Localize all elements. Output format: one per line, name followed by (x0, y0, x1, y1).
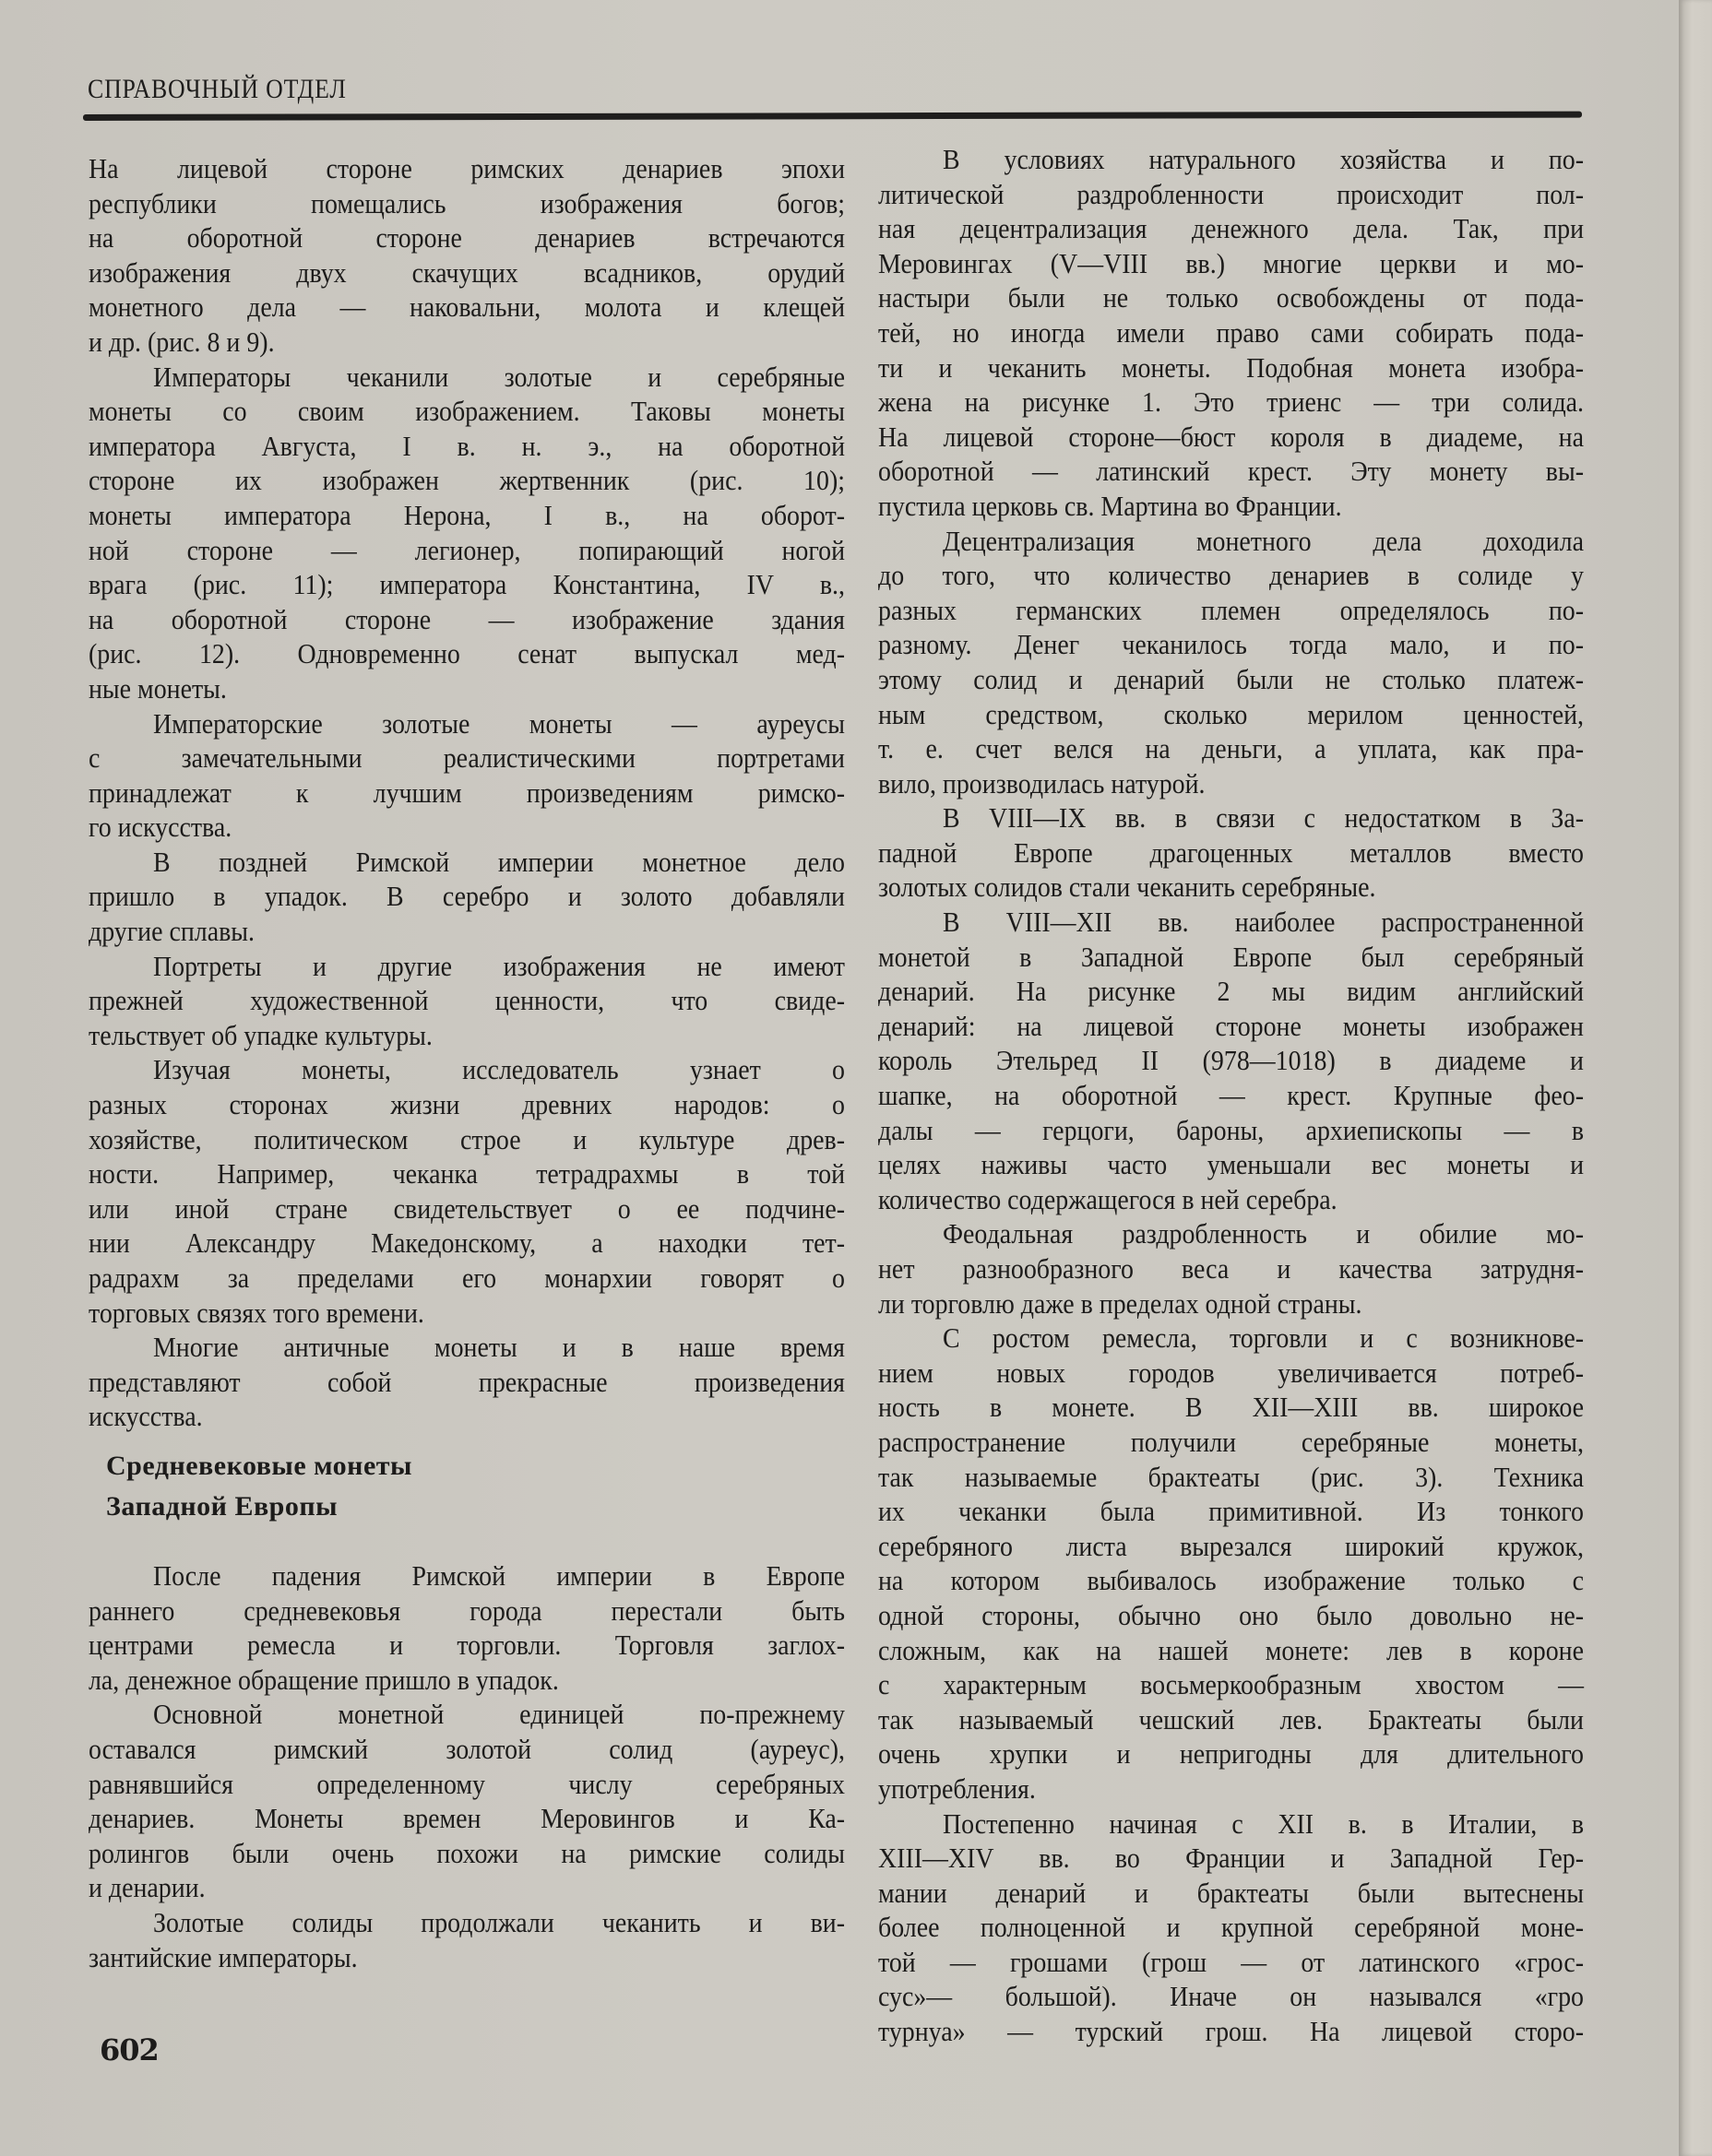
left-column-bottom (89, 1558, 845, 1974)
text-line: сложным, как на нашей монете: лев в короне (878, 1633, 1584, 1666)
text-line: В поздней Римской империи монетное дело (153, 845, 845, 878)
paragraph (878, 524, 1584, 801)
text-line: Децентрализация монетного дела доходила (943, 524, 1584, 557)
text-line: врага (рис. 11); императора Константина, IV в., (89, 568, 845, 601)
text-line: После падения Римской империи в Европе (153, 1559, 846, 1592)
text-line: (рис. 12). Одновременно сенат выпускал мед- (89, 637, 845, 670)
text-line: В VIII—IX вв. в связи с недостатком в За- (943, 801, 1585, 835)
text-line: турнуа» — турский грош. На лицевой сторо- (878, 2015, 1584, 2048)
text-line: с замечательными реалистическими портретами (89, 741, 845, 775)
text-line: нии Александру Македонскому, а находки тет- (89, 1226, 846, 1260)
text-line: количество содержащегося в ней серебра. (878, 1182, 1338, 1215)
text-line: Императорские золотые монеты — ауреусы (153, 706, 845, 740)
text-line: зантийские императоры. (89, 1940, 358, 1973)
text-line: денарий. На рисунке 2 мы видим английский (878, 975, 1584, 1008)
paragraph (89, 1330, 845, 1434)
text-line: Золотые солиды продолжали чеканить и ви- (153, 1905, 846, 1938)
running-head: СПРАВОЧНЫЙ ОТДЕЛ (88, 74, 347, 104)
text-line: литической раздробленности происходит пол- (878, 177, 1584, 210)
text-line: разному. Денег чеканилось тогда мало, и по- (878, 628, 1584, 661)
paragraph (89, 360, 845, 706)
text-line: так называемый чешский лев. Брактеаты были (878, 1702, 1584, 1735)
text-line: радрахм за пределами его монархии говорят о (89, 1262, 846, 1294)
text-line: прежней художественной ценности, что свиде- (89, 984, 845, 1017)
text-line: вило, производилась натурой. (878, 766, 1206, 800)
text-line: настыри были не только освобождены от пода- (878, 281, 1584, 314)
paragraph (878, 1321, 1584, 1806)
text-line: Императоры чеканили золотые и серебряные (153, 360, 845, 393)
text-line: искусства. (89, 1400, 203, 1433)
text-line: ные монеты. (89, 671, 227, 705)
text-line: го искусства. (89, 811, 232, 844)
text-line: ная децентрализация денежного дела. Так, при (878, 212, 1584, 245)
text-line: сус»— большой). Иначе он назывался «гро (878, 1980, 1584, 2013)
paragraph (89, 1905, 845, 1974)
paragraph (89, 706, 845, 845)
text-line: ным средством, сколько мерилом ценностей, (878, 697, 1584, 730)
text-line: монетного дела — наковальни, молота и клещей (89, 290, 845, 324)
section-heading-line-2: Западной Европы (106, 1491, 339, 1522)
text-line: представляют собой прекрасные произведения (89, 1365, 845, 1398)
text-line: На лицевой стороне—бюст короля в диадеме, на (878, 420, 1584, 453)
text-line: далы — герцоги, бароны, архиепископы — в (878, 1113, 1584, 1146)
text-line: ти и чеканить монеты. Подобная монета изобра- (878, 350, 1584, 384)
text-line: монеты императора Нерона, I в., на оборот- (89, 498, 845, 531)
paragraph (89, 845, 845, 949)
text-line: пустила церковь св. Мартина во Франции. (878, 489, 1342, 522)
text-line: тельствует об упадке культуры. (89, 1018, 433, 1051)
text-line: шапке, на оборотной — крест. Крупные фео- (878, 1079, 1584, 1112)
text-line: на оборотной стороне — изображение здания (89, 602, 845, 635)
text-line: распространение получили серебряные монеты, (878, 1425, 1584, 1458)
text-line: стороне их изображен жертвенник (рис. 10); (89, 464, 845, 497)
text-line: употребления. (878, 1771, 1036, 1805)
text-line: более полноценной и крупной серебряной моне- (878, 1911, 1584, 1944)
text-line: ность в монете. В XII—XIII вв. широкое (878, 1391, 1584, 1424)
text-line: оборотной — латинский крест. Эту монету вы- (878, 455, 1584, 488)
text-line: одной стороны, обычно оно было довольно не- (878, 1598, 1584, 1631)
text-line: нием новых городов увеличивается потреб- (878, 1356, 1584, 1389)
text-line: т. е. счет велся на деньги, а уплата, как пра- (878, 732, 1584, 765)
paragraph (878, 1216, 1584, 1321)
text-line: Изучая монеты, исследователь узнает о (153, 1053, 845, 1086)
text-line: пришло в упадок. В серебро и золото добавляли (89, 880, 845, 913)
text-line: очень хрупки и непригодны для длительного (878, 1737, 1584, 1771)
text-line: В VIII—XII вв. наиболее распространенной (943, 906, 1585, 939)
text-line: Портреты и другие изображения не имеют (153, 949, 845, 982)
text-line: и денарии. (89, 1871, 206, 1904)
text-line: их чеканки была примитивной. Из тонкого (878, 1495, 1584, 1528)
text-line: до того, что количество денариев в солиде у (878, 559, 1584, 592)
text-line: ролингов были очень похожи на римские солиды (89, 1836, 845, 1869)
left-column-top (89, 151, 845, 1434)
text-line: тей, но иногда имели право сами собирать пода- (878, 315, 1584, 349)
text-line: ла, денежное обращение пришло в упадок. (89, 1663, 559, 1696)
text-line: республики помещались изображения богов; (89, 186, 845, 219)
text-line: ности. Например, чеканка тетрадрахмы в той (89, 1157, 845, 1191)
text-line: разных сторонах жизни древних народов: о (89, 1088, 845, 1121)
text-line: В условиях натурального хозяйства и по- (943, 143, 1584, 175)
text-line: XIII—XIV вв. во Франции и Западной Гер- (878, 1842, 1584, 1875)
text-line: другие сплавы. (89, 915, 255, 948)
text-line: на котором выбивалось изображение только с (878, 1564, 1584, 1597)
text-line: жена на рисунке 1. Это триенс — три солида. (878, 385, 1584, 419)
text-line: серебряного листа вырезался широкий кружок, (878, 1529, 1584, 1562)
text-line: золотых солидов стали чеканить серебряные. (878, 871, 1376, 904)
text-line: или иной стране свидетельствует о ее подчине- (89, 1191, 845, 1225)
text-line: раннего средневековья города перестали быть (89, 1593, 845, 1627)
text-line: императора Августа, I в. н. э., на оборотной (89, 429, 846, 462)
next-page-edge (1679, 0, 1712, 2156)
text-line: целях наживы часто уменьшали вес монеты и (878, 1148, 1584, 1181)
paragraph (878, 905, 1584, 1216)
paragraph (89, 1052, 845, 1330)
text-line: Многие античные монеты и в наше время (153, 1331, 846, 1364)
right-column (878, 142, 1584, 2049)
text-line: с характерным восьмеркообразным хвостом — (878, 1668, 1584, 1701)
section-heading (106, 1446, 412, 1527)
text-line: этому солид и денарий были не столько платеж- (878, 662, 1584, 695)
text-line: равнявшийся определенному числу серебряных (89, 1767, 846, 1800)
text-line: центрами ремесла и торговли. Торговля заглох- (89, 1629, 846, 1662)
text-line: падной Европе драгоценных металлов вместо (878, 835, 1584, 869)
text-line: Постепенно начиная с XII в. в Италии, в (943, 1807, 1584, 1840)
text-line: мании денарий и брактеаты были вытеснены (878, 1876, 1584, 1909)
paragraph (89, 949, 845, 1053)
text-line: С ростом ремесла, торговли и с возникнове- (943, 1321, 1584, 1355)
paragraph (89, 1697, 845, 1905)
text-line: монетой в Западной Европе был серебряный (878, 940, 1584, 973)
text-line: принадлежат к лучшим произведениям римско- (89, 776, 845, 809)
paragraph (89, 151, 845, 360)
text-line: ли торговлю даже в пределах одной страны. (878, 1286, 1362, 1320)
text-line: денарий: на лицевой стороне монеты изображен (878, 1009, 1584, 1042)
text-line: На лицевой стороне римских денариев эпохи (89, 152, 846, 184)
text-line: хозяйстве, политическом строе и культуре древ- (89, 1122, 845, 1155)
text-line: изображения двух скачущих всадников, орудий (89, 255, 845, 289)
text-line: Основной монетной единицей по-прежнему (153, 1698, 845, 1731)
paragraph (878, 800, 1584, 905)
section-heading-line-1: Средневековые монеты (106, 1451, 412, 1481)
text-line: торговых связях того времени. (89, 1296, 424, 1329)
text-line: разных германских племен определялось по- (878, 593, 1584, 626)
text-line: на оборотной стороне денариев встречаются (89, 221, 845, 255)
text-line: нет разнообразного веса и качества затрудня- (878, 1252, 1584, 1285)
text-line: денариев. Монеты времен Меровингов и Ка- (89, 1802, 846, 1835)
text-line: ной стороне — легионер, попирающий ногой (89, 533, 846, 566)
paragraph (878, 1807, 1584, 2049)
text-line: Меровингах (V—VIII вв.) многие церкви и мо- (878, 246, 1584, 279)
text-line: так называемые брактеаты (рис. 3). Техника (878, 1460, 1584, 1493)
text-line: Феодальная раздробленность и обилие мо- (943, 1217, 1584, 1250)
paragraph (89, 1558, 845, 1697)
page-number: 602 (100, 2032, 159, 2067)
text-line: монеты со своим изображением. Таковы монеты (89, 395, 845, 428)
text-line: оставался римский золотой солид (ауреус), (89, 1732, 845, 1765)
paragraph (878, 142, 1584, 524)
text-line: и др. (рис. 8 и 9). (89, 325, 275, 358)
text-line: король Этельред II (978—1018) в диадеме и (878, 1044, 1584, 1077)
text-line: той — грошами (грош — от латинского «грос- (878, 1945, 1584, 1978)
